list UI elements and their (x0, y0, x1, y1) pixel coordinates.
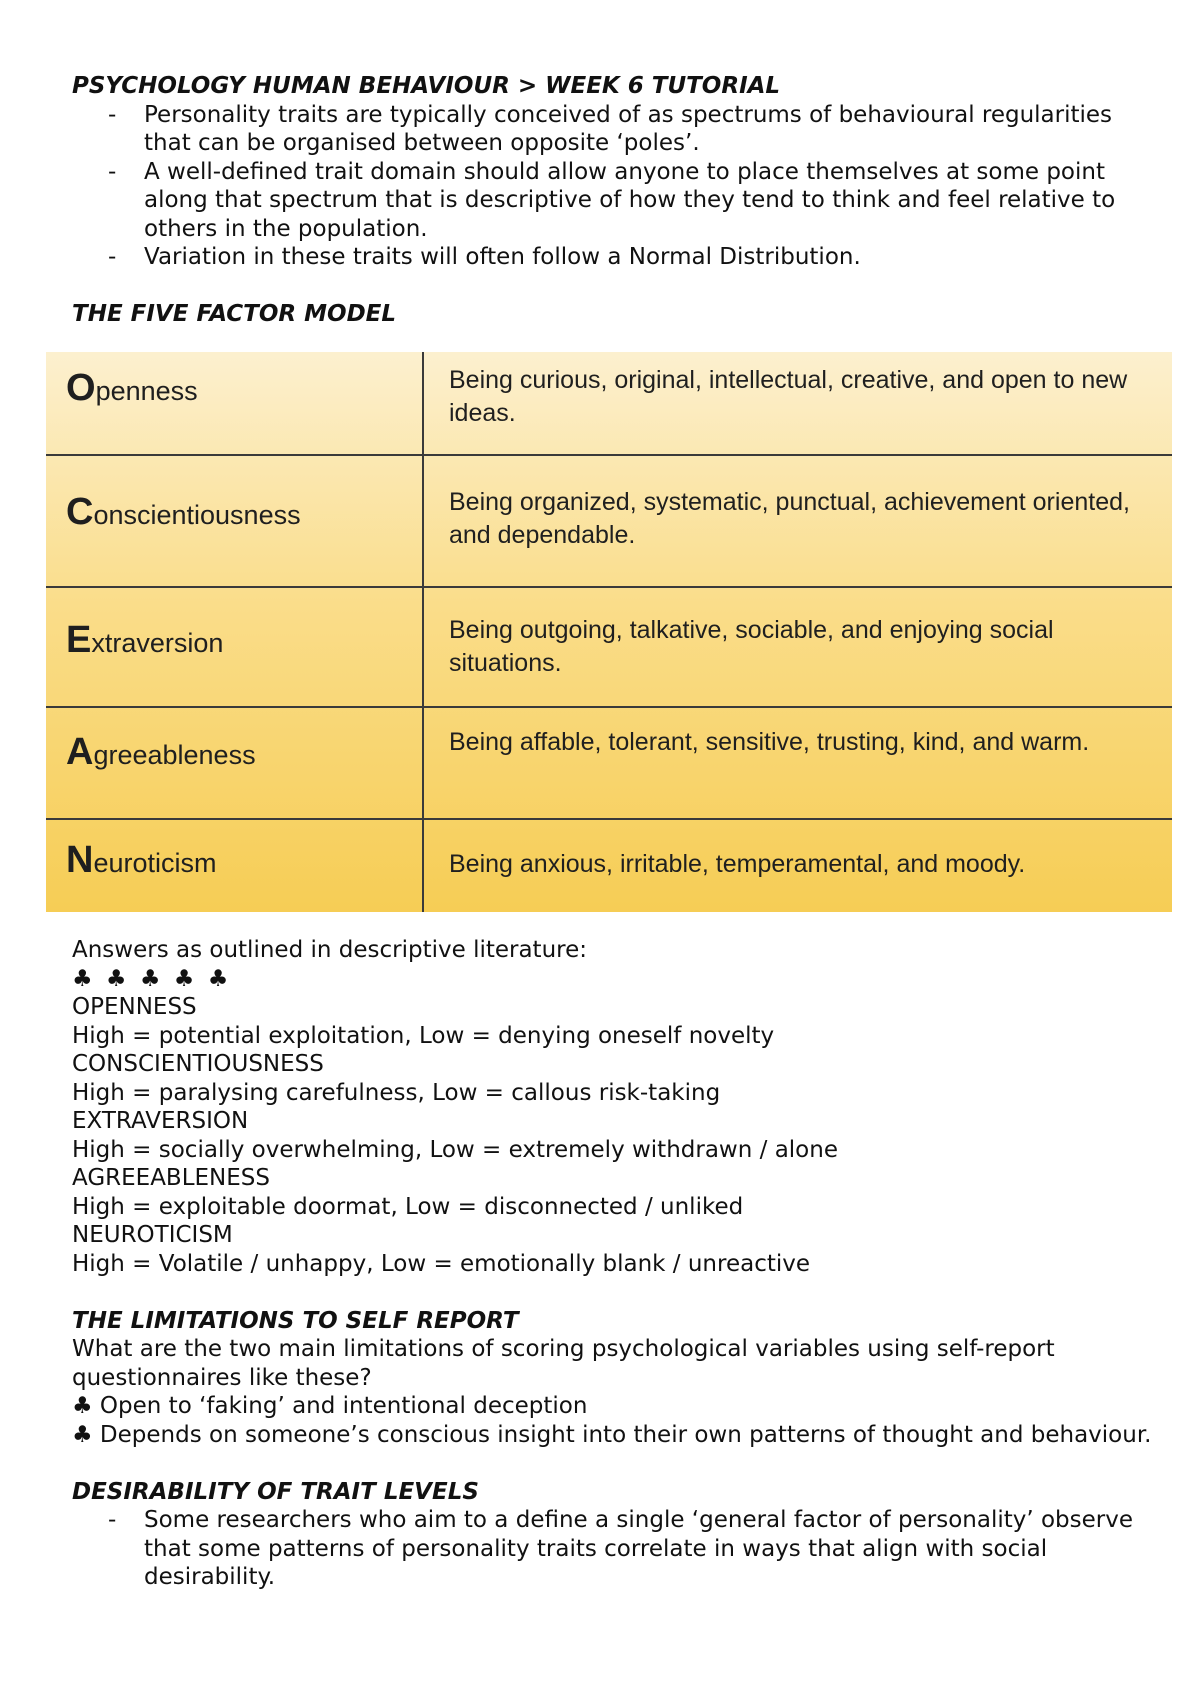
trait-description: Being anxious, irritable, temperamental, and moody. (449, 850, 1026, 878)
answers-section (72, 936, 1162, 1592)
trait-name: Neuroticism (66, 839, 217, 881)
desirability-heading: DESIRABILITY OF TRAIT LEVELS (72, 1478, 479, 1505)
answer-trait: AGREEABLENESS (72, 1165, 270, 1191)
list-item: - Variation in these traits will often follow a Normal Distribution. (72, 243, 1162, 272)
trait-name: Conscientiousness (66, 491, 301, 533)
trait-name: Openness (66, 367, 198, 409)
list-item: - Personality traits are typically conceived of as spectrums of behavioural regularities that can be organised between opposite ‘poles’. (72, 101, 1162, 158)
limitations-question: What are the two main limitations of scoring psychological variables using self-report questionnaires like these? (72, 1336, 1055, 1391)
page-title: PSYCHOLOGY HUMAN BEHAVIOUR > WEEK 6 TUTORIAL (72, 73, 781, 99)
table-row (46, 708, 1172, 820)
answers-intro: Answers as outlined in descriptive literature: (72, 937, 588, 963)
table-row (46, 456, 1172, 588)
list-item: - A well-defined trait domain should allow anyone to place themselves at some point along that spectrum that is descriptive of how they tend to think and feel relative to others in the population. (72, 158, 1162, 244)
list-item: - Some researchers who aim to a define a single ‘general factor of personality’ observe that some patterns of personality traits correlate in ways that align with social desirability. (72, 1506, 1162, 1592)
table-row (46, 352, 1172, 456)
intro-list (72, 101, 1162, 272)
answer-levels: High = paralysing carefulness, Low = callous risk-taking (72, 1079, 721, 1106)
limitations-heading: THE LIMITATIONS TO SELF REPORT (72, 1307, 519, 1334)
answer-trait: EXTRAVERSION (72, 1108, 249, 1134)
table-row (46, 820, 1172, 912)
answer-levels: High = potential exploitation, Low = denying oneself novelty (72, 1022, 775, 1049)
trait-description: Being curious, original, intellectual, creative, and open to new ideas. (449, 366, 1128, 427)
table-row (46, 588, 1172, 708)
clubs-icon-row: ♣ ♣ ♣ ♣ ♣ (72, 965, 232, 992)
answer-levels: High = exploitable doormat, Low = disconnected / unliked (72, 1193, 744, 1220)
limitation-item: ♣ Open to ‘faking’ and intentional deception (72, 1393, 588, 1419)
desirability-list (72, 1506, 1162, 1592)
trait-description: Being outgoing, talkative, sociable, and enjoying social situations. (449, 616, 1054, 677)
answer-trait: NEUROTICISM (72, 1222, 233, 1248)
trait-description: Being affable, tolerant, sensitive, trusting, kind, and warm. (449, 728, 1090, 756)
answer-trait: CONSCIENTIOUSNESS (72, 1051, 324, 1077)
trait-description: Being organized, systematic, punctual, achievement oriented, and dependable. (449, 488, 1130, 549)
trait-name: Agreeableness (66, 731, 256, 773)
document-page (72, 72, 1162, 329)
trait-name: Extraversion (66, 619, 224, 661)
limitation-item: ♣ Depends on someone’s conscious insight into their own patterns of thought and behaviour. (72, 1421, 1152, 1448)
table-divider (422, 352, 424, 912)
answer-levels: High = socially overwhelming, Low = extremely withdrawn / alone (72, 1136, 838, 1163)
answer-trait: OPENNESS (72, 994, 197, 1020)
answer-levels: High = Volatile / unhappy, Low = emotionally blank / unreactive (72, 1250, 811, 1277)
five-factor-table (46, 352, 1172, 912)
five-factor-heading: THE FIVE FACTOR MODEL (72, 301, 397, 327)
